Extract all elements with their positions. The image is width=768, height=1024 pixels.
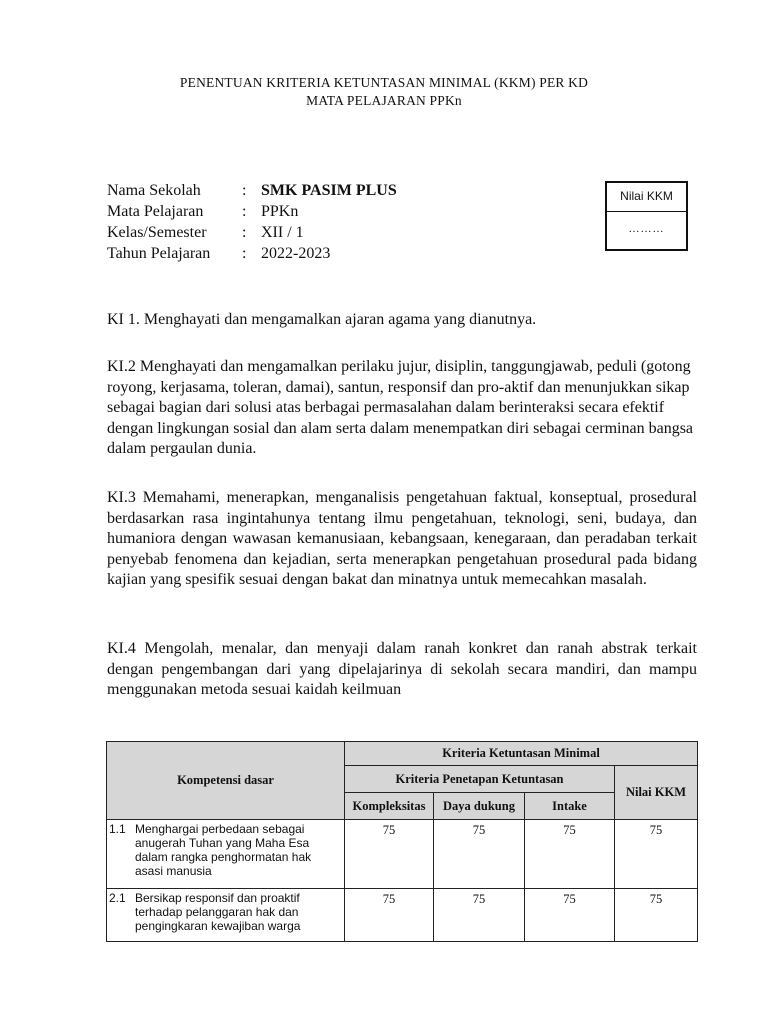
year-label: Tahun Pelajaran <box>107 245 211 262</box>
header-kkm: Kriteria Ketuntasan Minimal <box>345 742 698 766</box>
school-label: Nama Sekolah <box>107 182 201 199</box>
ki-3: KI.3 Memahami, menerapkan, menganalisis pengetahuan faktual, konseptual, prosedural berdasarkan rasa ingintahunya tentang ilmu pengetahuan, teknologi, seni, budaya, dan humaniora dengan wawasan kemanusiaan, kebangsaan, kenegaraan, dan peradaban terkait penyebab fenomena dan kejadian, serta menerapkan pengetahuan prosedural pada bidang kajian yang spesifik sesuai dengan bakat dan minatnya untuk memecahkan masalah. <box>107 489 697 589</box>
table-row <box>107 889 698 942</box>
class-value: XII / 1 <box>261 224 304 241</box>
document-title-line1: PENENTUAN KRITERIA KETUNTASAN MINIMAL (KKM) PER KD <box>179 75 589 90</box>
kkm-box-label: Nilai KKM <box>607 183 686 212</box>
kkm-value-box <box>605 181 688 251</box>
intake-cell: 75 <box>525 820 615 889</box>
intake-cell: 75 <box>525 889 615 942</box>
school-value: SMK PASIM PLUS <box>261 182 397 199</box>
header-kompleksitas: Kompleksitas <box>345 793 434 820</box>
table-row <box>107 820 698 889</box>
header-kriteria-penetapan: Kriteria Penetapan Ketuntasan <box>345 766 615 793</box>
daya-dukung-cell: 75 <box>434 889 525 942</box>
colon: : <box>242 203 247 220</box>
kompleksitas-cell: 75 <box>345 820 434 889</box>
colon: : <box>242 245 247 262</box>
header-intake: Intake <box>525 793 615 820</box>
colon: : <box>242 182 247 199</box>
kd-number: 1.1 <box>109 822 126 836</box>
header-kompetensi-dasar: Kompetensi dasar <box>107 742 345 820</box>
nilai-kkm-cell: 75 <box>615 889 698 942</box>
kkm-table <box>106 741 698 942</box>
subject-label: Mata Pelajaran <box>107 203 204 220</box>
year-value: 2022-2023 <box>261 245 331 262</box>
kd-text: Bersikap responsif dan proaktif terhadap pelanggaran hak dan pengingkaran kewajiban warga <box>135 891 301 933</box>
ki-4: KI.4 Mengolah, menalar, dan menyaji dalam ranah konkret dan ranah abstrak terkait dengan pengembangan dari yang dipelajarinya di sekolah secara mandiri, dan mampu menggunakan metoda sesuai kaidah keilmuan <box>107 640 697 699</box>
subject-value: PPKn <box>261 203 299 220</box>
nilai-kkm-cell: 75 <box>615 820 698 889</box>
ki-2: KI.2 Menghayati dan mengamalkan perilaku jujur, disiplin, tanggungjawab, peduli (gotong royong, kerjasama, toleran, damai), santun, responsif dan pro-aktif dan menunjukkan sikap sebagai bagian dari solusi atas berbagai permasalahan dalam berinteraksi secara efektif dengan lingkungan sosial dan alam serta dalam menempatkan diri sebagai cerminan bangsa dalam pergaulan dunia. <box>107 358 694 458</box>
header-daya-dukung: Daya dukung <box>434 793 525 820</box>
kkm-box-value: ……… <box>628 223 665 235</box>
kd-number: 2.1 <box>109 891 126 905</box>
daya-dukung-cell: 75 <box>434 820 525 889</box>
kompleksitas-cell: 75 <box>345 889 434 942</box>
class-label: Kelas/Semester <box>107 224 207 241</box>
header-nilai-kkm: Nilai KKM <box>615 766 698 820</box>
ki-1: KI 1. Menghayati dan mengamalkan ajaran agama yang dianutnya. <box>107 311 537 328</box>
kd-text: Menghargai perbedaan sebagai anugerah Tuhan yang Maha Esa dalam rangka penghormatan hak asasi manusia <box>135 822 312 878</box>
kd-cell <box>107 889 345 942</box>
document-title-line2: MATA PELAJARAN PPKn <box>306 93 462 108</box>
colon: : <box>242 224 247 241</box>
kd-cell <box>107 820 345 889</box>
